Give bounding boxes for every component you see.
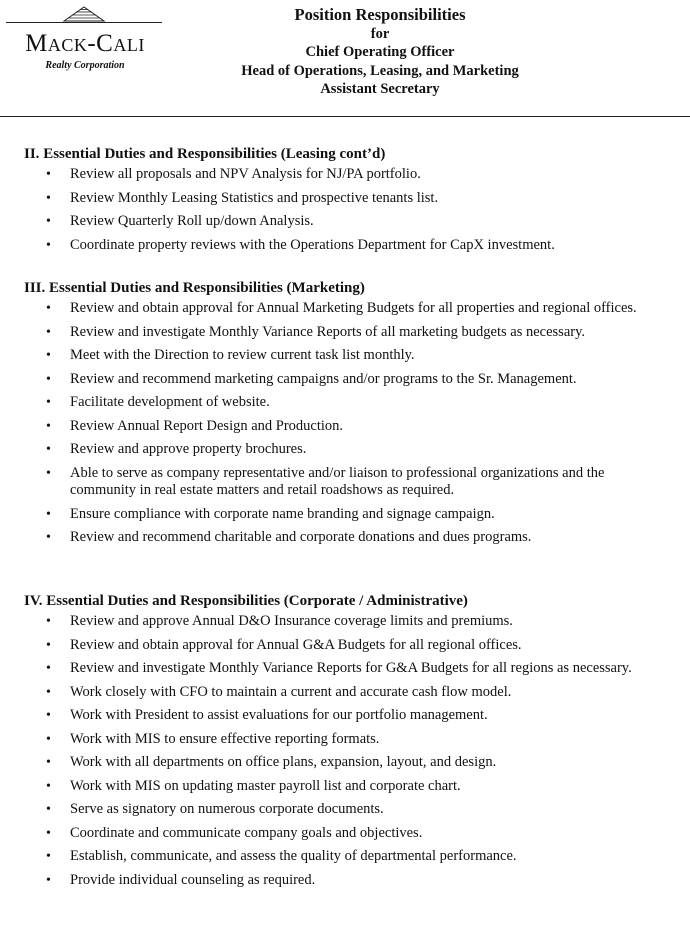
duty-item <box>24 441 674 459</box>
duty-item <box>24 731 674 749</box>
section-number: II. <box>24 146 40 162</box>
duty-text: Meet with the Direction to review current task list monthly. <box>70 347 415 363</box>
section-marketing <box>24 280 674 553</box>
bullet-icon: • <box>46 684 51 700</box>
duty-list <box>24 613 674 889</box>
duty-item <box>24 371 674 389</box>
bullet-icon: • <box>46 190 51 206</box>
duty-item <box>24 213 674 231</box>
duty-item <box>24 166 674 184</box>
duty-text: Work with President to assist evaluations for our portfolio management. <box>70 707 488 723</box>
bullet-icon: • <box>46 442 51 457</box>
bullet-icon: • <box>46 825 51 841</box>
duty-item <box>24 347 674 365</box>
duty-item <box>24 707 674 725</box>
bullet-icon: • <box>46 661 51 676</box>
section-title: Essential Duties and Responsibilities (Marketing) <box>49 280 365 296</box>
section-number: III. <box>24 280 46 296</box>
logo-name: Mack-Cali <box>25 30 145 57</box>
duty-item <box>24 778 674 796</box>
section-title: Essential Duties and Responsibilities (Corporate / Administrative) <box>46 593 468 609</box>
duty-text: Work with MIS on updating master payroll list and corporate chart. <box>70 777 461 794</box>
duty-text: Coordinate property reviews with the Operations Department for CapX investment. <box>70 236 555 253</box>
title-line: Assistant Secretary <box>320 81 440 97</box>
bullet-icon: • <box>46 637 51 653</box>
bullet-icon: • <box>46 214 51 229</box>
title-line: Chief Operating Officer <box>305 44 455 60</box>
duty-text: Work closely with CFO to maintain a current and accurate cash flow model. <box>70 683 512 700</box>
duty-item <box>24 394 674 412</box>
bullet-icon: • <box>46 418 51 434</box>
duty-text: Review Annual Report Design and Production. <box>70 417 344 434</box>
duty-item <box>24 324 674 342</box>
bullet-icon: • <box>46 348 51 363</box>
document-title: Position Responsibilities <box>294 5 466 24</box>
duty-item <box>24 825 674 843</box>
duty-item <box>24 848 674 866</box>
bullet-icon: • <box>46 167 51 182</box>
duty-item <box>24 190 674 208</box>
duty-item <box>24 872 674 890</box>
duty-text: Review Monthly Leasing Statistics and prospective tenants list. <box>70 189 439 206</box>
bullet-icon: • <box>46 301 51 316</box>
bullet-icon: • <box>46 237 51 253</box>
bullet-icon: • <box>46 614 51 629</box>
duty-item <box>24 754 674 772</box>
duty-text: Able to serve as company representative and/or liaison to professional organizations and the community in real estate matters and retail roadshows as required. <box>70 464 605 498</box>
section-heading <box>24 280 674 300</box>
duty-text: Review and obtain approval for Annual G&A Budgets for all regional offices. <box>70 636 522 653</box>
logo-emblem-icon <box>62 4 106 24</box>
duty-item <box>24 637 674 655</box>
bullet-icon: • <box>46 324 51 340</box>
duty-list <box>24 300 674 547</box>
title-line: Head of Operations, Leasing, and Marketing <box>241 62 519 79</box>
duty-item <box>24 237 674 255</box>
duty-item <box>24 529 674 547</box>
duty-text: Review and investigate Monthly Variance Reports of all marketing budgets as necessary. <box>70 323 586 340</box>
duty-text: Review and recommend charitable and corporate donations and dues programs. <box>70 529 532 545</box>
duty-text: Ensure compliance with corporate name branding and signage campaign. <box>70 505 495 522</box>
bullet-icon: • <box>46 530 51 545</box>
duty-text: Serve as signatory on numerous corporate documents. <box>70 801 384 817</box>
title-line: for <box>370 25 390 42</box>
section-title: Essential Duties and Responsibilities (Leasing cont’d) <box>43 146 386 162</box>
duty-text: Coordinate and communicate company goals and objectives. <box>70 824 423 841</box>
section-number: IV. <box>24 593 43 609</box>
duty-text: Work with all departments on office plans, expansion, layout, and design. <box>70 754 497 770</box>
duty-item <box>24 418 674 436</box>
duty-text: Review all proposals and NPV Analysis for NJ/PA portfolio. <box>70 166 421 182</box>
logo-rule <box>6 22 162 23</box>
duty-item <box>24 660 674 678</box>
duty-text: Review and obtain approval for Annual Marketing Budgets for all properties and regional offices. <box>70 300 637 316</box>
bullet-icon: • <box>46 872 51 888</box>
bullet-icon: • <box>46 755 51 770</box>
bullet-icon: • <box>46 395 51 410</box>
duty-text: Review and approve property brochures. <box>70 441 307 457</box>
bullet-icon: • <box>46 849 51 864</box>
duty-item <box>24 506 674 524</box>
section-heading <box>24 146 674 166</box>
duty-text: Review and investigate Monthly Variance Reports for G&A Budgets for all regions as necessary. <box>70 660 632 676</box>
duty-text: Review and approve Annual D&O Insurance coverage limits and premiums. <box>70 613 513 629</box>
duty-text: Review and recommend marketing campaigns and/or programs to the Sr. Management. <box>70 370 577 387</box>
company-logo <box>4 2 164 74</box>
duty-text: Work with MIS to ensure effective reporting formats. <box>70 730 380 747</box>
bullet-icon: • <box>46 802 51 817</box>
duty-text: Provide individual counseling as required. <box>70 871 316 888</box>
duty-item <box>24 684 674 702</box>
bullet-icon: • <box>46 506 51 522</box>
duty-list <box>24 166 674 254</box>
duty-item <box>24 613 674 631</box>
logo-subtitle: Realty Corporation <box>45 60 125 71</box>
bullet-icon: • <box>46 371 51 387</box>
duty-text: Review Quarterly Roll up/down Analysis. <box>70 213 314 229</box>
bullet-icon: • <box>46 778 51 794</box>
duty-text: Facilitate development of website. <box>70 394 270 410</box>
duty-text: Establish, communicate, and assess the quality of departmental performance. <box>70 848 517 864</box>
duty-item <box>24 801 674 819</box>
section-heading <box>24 593 674 613</box>
bullet-icon: • <box>46 465 51 481</box>
section-leasing <box>24 146 674 260</box>
document-title-block <box>180 6 580 99</box>
header-divider <box>0 116 690 117</box>
bullet-icon: • <box>46 708 51 723</box>
section-corporate-administrative <box>24 593 674 895</box>
duty-item <box>24 465 674 500</box>
bullet-icon: • <box>46 731 51 747</box>
duty-item <box>24 300 674 318</box>
